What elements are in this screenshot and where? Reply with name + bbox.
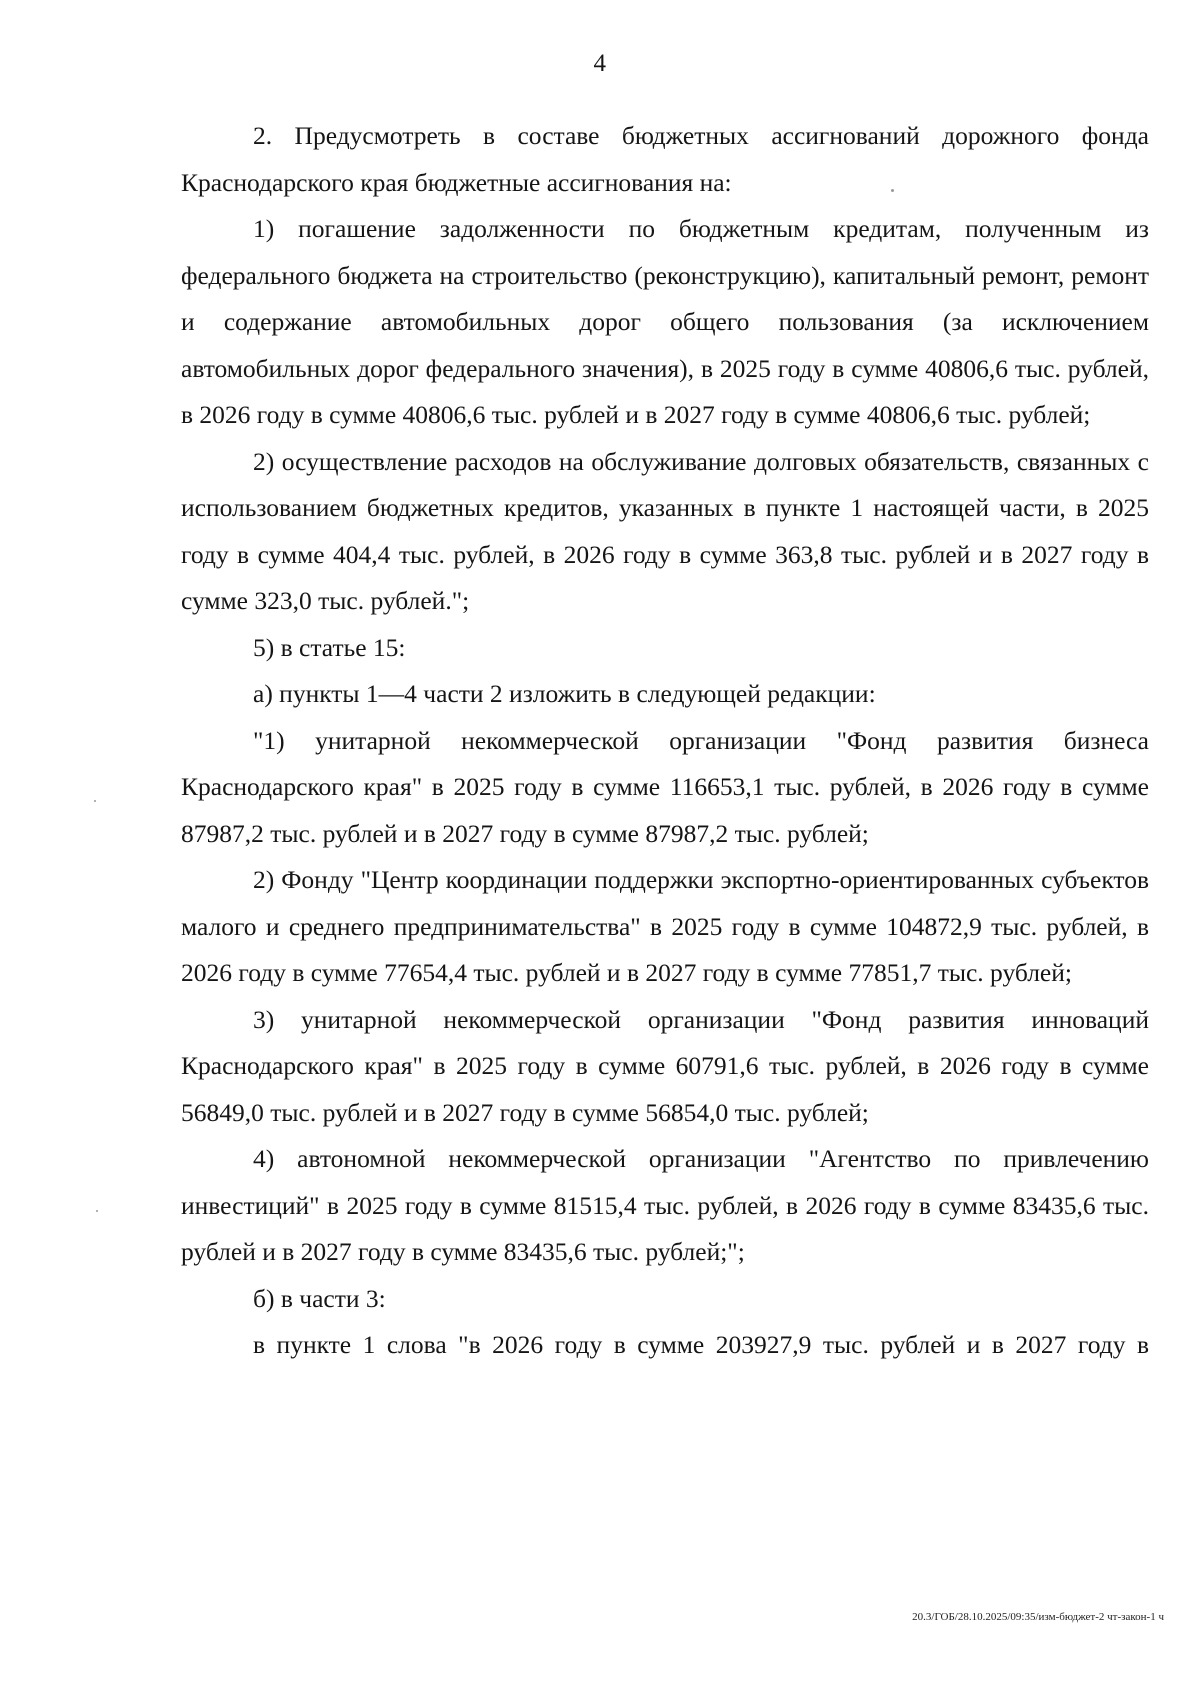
paragraph-item-1-debt-repayment: 1) погашение задолженности по бюджетным кредитам, полученным из федерального бюджета на строительство (реконструкцию), капитальный ремонт, ремонт и содержание автомобильных дорог общего пользования (за исключением автомобильных дорог федерального значения), в 2025 году в сумме 40806,6 тыс. рублей, в 2026 году в сумме 40806,6 тыс. рублей и в 2027 году в сумме 40806,6 тыс. рублей; [181,214,1149,429]
scan-speck [891,189,894,192]
paragraph-point-1-words: в пункте 1 слова "в 2026 году в сумме 203927,9 тыс. рублей и в 2027 году в [253,1330,1149,1359]
page-number: 4 [593,50,607,77]
paragraph-item-2-debt-service: 2) осуществление расходов на обслуживание долговых обязательств, связанных с использованием бюджетных кредитов, указанных в пункте 1 настоящей части, в 2025 году в сумме 404,4 тыс. рублей, в 2026 году в сумме 363,8 тыс. рублей и в 2027 году в сумме 323,0 тыс. рублей."; [181,446,1149,615]
paragraph-investment-agency: 4) автономной некоммерческой организации "Агентство по привлечению инвестиций" в 2025 году в сумме 81515,4 тыс. рублей, в 2026 году в сумме 83435,6 тыс. рублей и в 2027 году в сумме 83435,6 тыс. рублей;"; [181,1144,1149,1266]
scan-speck [94,800,96,802]
scan-speck [96,1210,98,1212]
paragraph-subitem-a: а) пункты 1—4 части 2 изложить в следующей редакции: [253,679,876,708]
paragraph-export-support-center: 2) Фонду "Центр координации поддержки экспортно-ориентированных субъектов малого и среднего предпринимательства" в 2025 году в сумме 104872,9 тыс. рублей, в 2026 году в сумме 77654,4 тыс. рублей и в 2027 году в сумме 77851,7 тыс. рублей; [181,865,1149,987]
paragraph-article-15: 5) в статье 15: [253,632,406,662]
document-body [181,113,1149,1369]
paragraph-fund-business-development: "1) унитарной некоммерческой организации "Фонд развития бизнеса Краснодарского края" в 2025 году в сумме 116653,1 тыс. рублей, в 2026 году в сумме 87987,2 тыс. рублей и в 2027 году в сумме 87987,2 тыс. рублей; [181,725,1149,848]
document-footer-reference: 20.3/ГОБ/28.10.2025/09:35/изм-бюджет-2 чт-закон-1 ч [912,1611,1164,1623]
paragraph-innovation-fund: 3) унитарной некоммерческой организации "Фонд развития инноваций Краснодарского края" в 2025 году в сумме 60791,6 тыс. рублей, в 2026 году в сумме 56849,0 тыс. рублей и в 2027 году в сумме 56854,0 тыс. рублей; [181,1004,1149,1127]
paragraph-budget-allocations: 2. Предусмотреть в составе бюджетных ассигнований дорожного фонда Краснодарского края бюджетные ассигнования на: [181,121,1149,197]
paragraph-subitem-b: б) в части 3: [253,1283,386,1313]
